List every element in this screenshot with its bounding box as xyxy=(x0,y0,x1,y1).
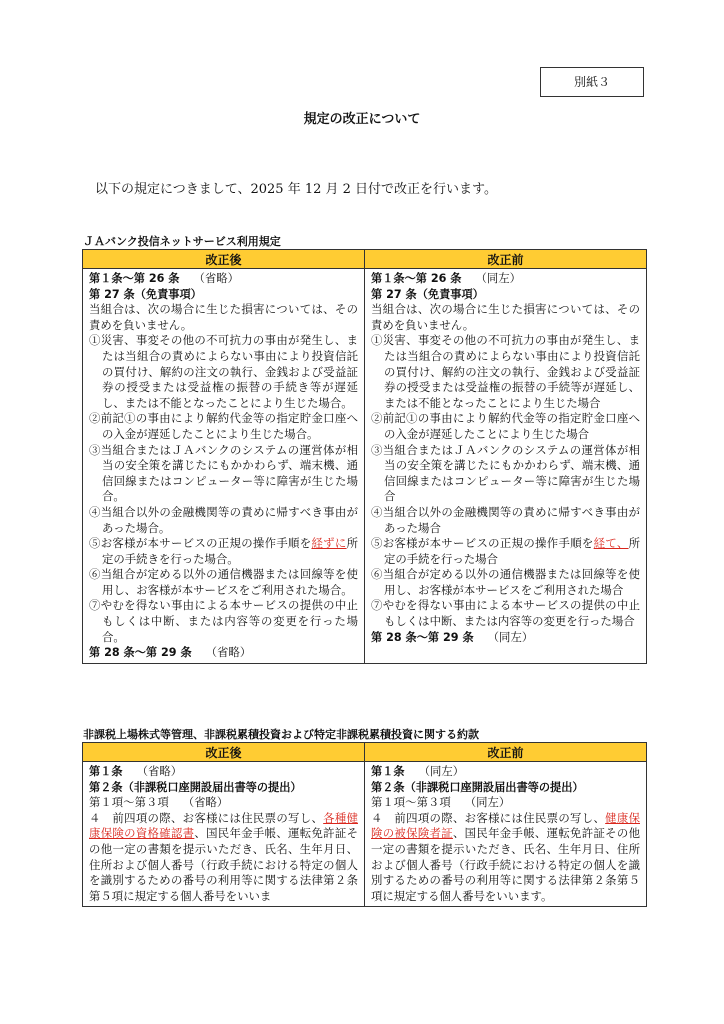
header-after: 改正後 xyxy=(83,743,365,762)
paragraph-4: ４ 前四項の際、お客様には住民票の写し、健康保険の被保険者証、国民年金手帳、運転免許証その他一定の書類を提示いただき、氏名、生年月日、住所および個人番号（行政手続における特定の個人を識別するための番号の利用等に関する法律第２条第５項に規定する個人番号をいいます。 xyxy=(371,810,640,903)
list-item: ①災害、事変その他の不可抗力の事由が発生し、または当組合の責めによらない事由により投資信託の買付け、解約の注文の執行、金銭および受益証券の授受または受益権の振替の手続等が遅延し、または不能となったことにより生じた場合 xyxy=(371,333,640,410)
list-item: ⑦やむを得ない事由による本サービスの提供の中止もしくは中断、または内容等の変更を行った場合。 xyxy=(89,598,358,644)
list-item: ①災害、事変その他の不可抗力の事由が発生し、または当組合の責めによらない事由により投資信託の買付け、解約の注文の執行、金銭および受益証券の授受または受益権の振替の手続き等が遅延し、または不能となったことにより生じた場合。 xyxy=(89,333,358,410)
article-heading: 第 27 条（免責事項） xyxy=(89,287,202,301)
amended-text: 健康保険の被保険者証 xyxy=(371,810,640,841)
article-range: 第１条～第 26 条 xyxy=(371,272,462,285)
list-item: ⑦やむを得ない事由による本サービスの提供の中止もしくは中断、または内容等の変更を行った場合 xyxy=(371,598,640,629)
list-item: ④当組合以外の金融機関等の責めに帰すべき事由があった場合。 xyxy=(89,504,358,535)
list-item: ②前記①の事由により解約代金等の指定貯金口座への入金が遅延したことにより生じた場合 xyxy=(371,411,640,441)
article-range: 第１条 xyxy=(371,765,405,778)
header-before: 改正前 xyxy=(365,743,647,762)
article-range: 第 28 条～第 29 条 xyxy=(371,630,474,644)
article-range: 第１条 xyxy=(89,765,123,778)
after-column: 第１条 （省略） 第２条（非課税口座開設届出書等の提出） 第１項～第３項 （省略） ４ 前四項の際、お客様には住民票の写し、各種健康保険の資格確認書、国民年金手帳、運転免許証その他一定の書類を提示いただき、氏名、生年月日、住所および個人番号（行政手続における特定の個人を識別するための番号の利用等に関する法律第２条第５項に規定する個人番号をいいま xyxy=(83,762,365,907)
article-heading: 第２条（非課税口座開設届出書等の提出） xyxy=(371,780,584,794)
header-before: 改正前 xyxy=(365,250,647,269)
lead-text: 当組合は、次の場合に生じた損害については、その責めを負いません。 xyxy=(371,302,640,332)
list-item: ⑥当組合が定める以外の通信機器または回線等を使用し、お客様が本サービスをご利用された場合。 xyxy=(89,567,358,597)
section2-table xyxy=(82,742,647,907)
list-item: ⑤お客様が本サービスの正規の操作手順を経ずに所定の手続きを行った場合。 xyxy=(89,536,358,566)
header-after: 改正後 xyxy=(83,250,365,269)
before-column: 第１条 （同左） 第２条（非課税口座開設届出書等の提出） 第１項～第３項 （同左） ４ 前四項の際、お客様には住民票の写し、健康保険の被保険者証、国民年金手帳、運転免許証その他一定の書類を提示いただき、氏名、生年月日、住所および個人番号（行政手続における特定の個人を識別するための番号の利用等に関する法律第２条第５項に規定する個人番号をいいます。 xyxy=(365,762,647,907)
annex-label: 別紙３ xyxy=(540,67,644,97)
page-title: 規定の改正について xyxy=(303,112,421,127)
section1-title: ＪＡバンク投信ネットサービス利用規定 xyxy=(83,235,281,248)
article-heading: 第２条（非課税口座開設届出書等の提出） xyxy=(89,780,302,794)
list-item: ③当組合またはＪＡバンクのシステムの運営体が相当の安全策を講じたにもかかわらず、端末機、通信回線またはコンピューター等に障害が生じた場合。 xyxy=(89,442,358,504)
article-range: 第 28 条～第 29 条 xyxy=(89,646,192,660)
list-item: ④当組合以外の金融機関等の責めに帰すべき事由があった場合 xyxy=(371,504,640,535)
section2-title: 非課税上場株式等管理、非課税累積投資および特定非課税累積投資に関する約款 xyxy=(83,728,479,741)
article-heading: 第 27 条（免責事項） xyxy=(371,287,484,301)
amended-text: 経ずに xyxy=(311,536,347,551)
list-item: ②前記①の事由により解約代金等の指定貯金口座への入金が遅延したことにより生じた場合。 xyxy=(89,411,358,441)
list-item: ⑥当組合が定める以外の通信機器または回線等を使用し、お客様が本サービスをご利用された場合 xyxy=(371,567,640,597)
article-range: 第１条～第 26 条 xyxy=(89,272,180,285)
list-item: ③当組合またはＪＡバンクのシステムの運営体が相当の安全策を講じたにもかかわらず、端末機、通信回線またはコンピューター等に障害が生じた場合 xyxy=(371,442,640,504)
amended-text: 経て、 xyxy=(593,536,629,551)
intro-text: 以下の規定につきまして、2025 年 12 月 2 日付で改正を行います。 xyxy=(95,182,497,197)
after-column: 第１条～第 26 条 （省略） 第 27 条（免責事項） 当組合は、次の場合に生じた損害については、その責めを負いません。 ①災害、事変その他の不可抗力の事由が発生し、または当組合の責めによらない事由により投資信託の買付け、解約の注文の執行、金銭および受益証券の授受または受益権の振替の手続き等が遅延し、または不能となったことにより生じた場合。 ②前記①の事由により解約代金等の指定貯金口座への入金が遅延したことにより生じた場合。 ③当組合またはＪＡバンクのシステムの運営体が相当の安全策を講じたにもかかわらず、端末機、通信回線またはコンピューター等に障害が生じた場合。 ④当組合以外の金融機関等の責めに帰すべき事由があった場合。 ⑤お客様が本サービスの正規の操作手順を経ずに所定の手続きを行った場合。 ⑥当組合が定める以外の通信機器または回線等を使用し、お客様が本サービスをご利用された場合。 ⑦やむを得ない事由による本サービスの提供の中止もしくは中断、または内容等の変更を行った場合。 第 28 条～第 29 条 （省略） xyxy=(83,269,365,664)
before-column: 第１条～第 26 条 （同左） 第 27 条（免責事項） 当組合は、次の場合に生じた損害については、その責めを負いません。 ①災害、事変その他の不可抗力の事由が発生し、または当組合の責めによらない事由により投資信託の買付け、解約の注文の執行、金銭および受益証券の授受または受益権の振替の手続等が遅延し、または不能となったことにより生じた場合 ②前記①の事由により解約代金等の指定貯金口座への入金が遅延したことにより生じた場合 ③当組合またはＪＡバンクのシステムの運営体が相当の安全策を講じたにもかかわらず、端末機、通信回線またはコンピューター等に障害が生じた場合 ④当組合以外の金融機関等の責めに帰すべき事由があった場合 ⑤お客様が本サービスの正規の操作手順を経て、所定の手続を行った場合 ⑥当組合が定める以外の通信機器または回線等を使用し、お客様が本サービスをご利用された場合 ⑦やむを得ない事由による本サービスの提供の中止もしくは中断、または内容等の変更を行った場合 第 28 条～第 29 条 （同左） xyxy=(365,269,647,664)
paragraph-range: 第１項～第３項 （省略） xyxy=(89,795,229,810)
lead-text: 当組合は、次の場合に生じた損害については、その責めを負いません。 xyxy=(89,302,358,332)
section1-table xyxy=(82,249,647,664)
paragraph-4: ４ 前四項の際、お客様には住民票の写し、各種健康保険の資格確認書、国民年金手帳、運転免許証その他一定の書類を提示いただき、氏名、生年月日、住所および個人番号（行政手続における特定の個人を識別するための番号の利用等に関する法律第２条第５項に規定する個人番号をいいま xyxy=(89,810,358,903)
amended-text: 各種健康保険の資格確認書 xyxy=(89,810,358,841)
paragraph-range: 第１項～第３項 （同左） xyxy=(371,795,511,810)
list-item: ⑤お客様が本サービスの正規の操作手順を経て、所定の手続を行った場合 xyxy=(371,536,640,566)
